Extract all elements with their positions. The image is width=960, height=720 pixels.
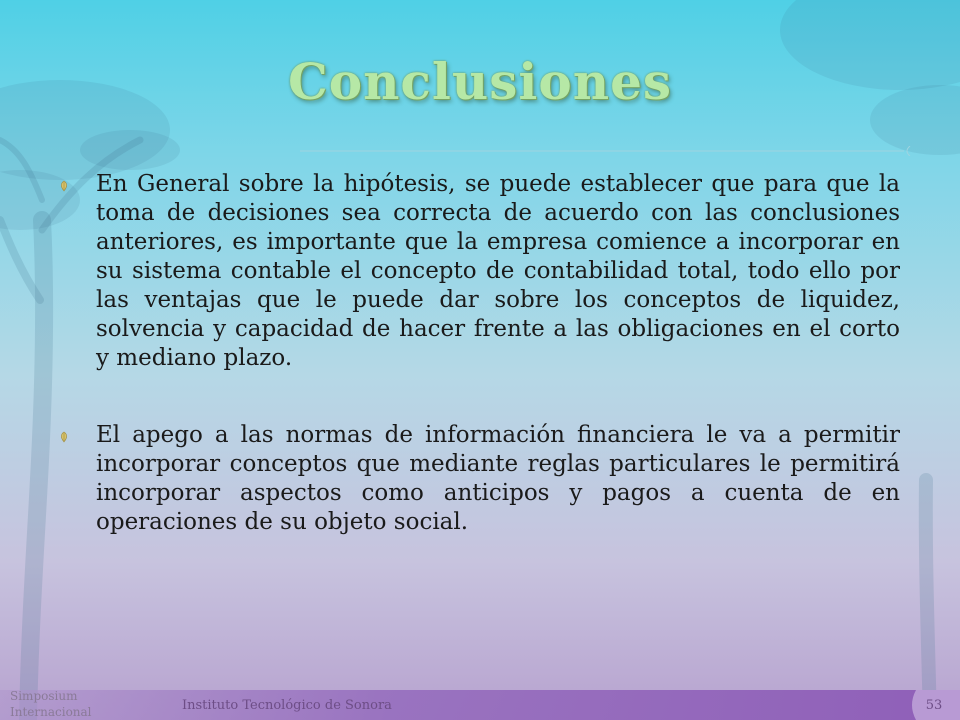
slide-title: Conclusiones [287,52,673,111]
bullet-item [50,421,900,537]
page-number: 53 [925,698,943,713]
bullet-text: En General sobre la hipótesis, se puede establecer que para que la toma de decisiones sea correcta de acuerdo con las conclusiones anteriores, es importante que la empresa comience a incorporar en su sistema contable el concepto de contabilidad total, todo ello por las ventajas que le puede dar sobre los conceptos de liquidez, solvencia y capacidad de hacer frente a las obligaciones en el corto y mediano plazo. [96,171,900,371]
leaf-bullet-icon [58,431,70,443]
footer-center-text: Instituto Tecnológico de Sonora [182,698,392,713]
footer-left-text: Simposium Internacional [10,689,92,719]
bullet-list [50,170,900,585]
title-divider-line [300,146,912,156]
bullet-text: El apego a las normas de información financiera le va a permitir incorporar conceptos que mediante reglas particulares le permitirá incorporar aspectos como anticipos y pagos a cuenta de en operaciones de su objeto social. [96,422,900,535]
bullet-item [50,170,900,373]
footer-bar [0,690,960,720]
leaf-bullet-icon [58,180,70,192]
